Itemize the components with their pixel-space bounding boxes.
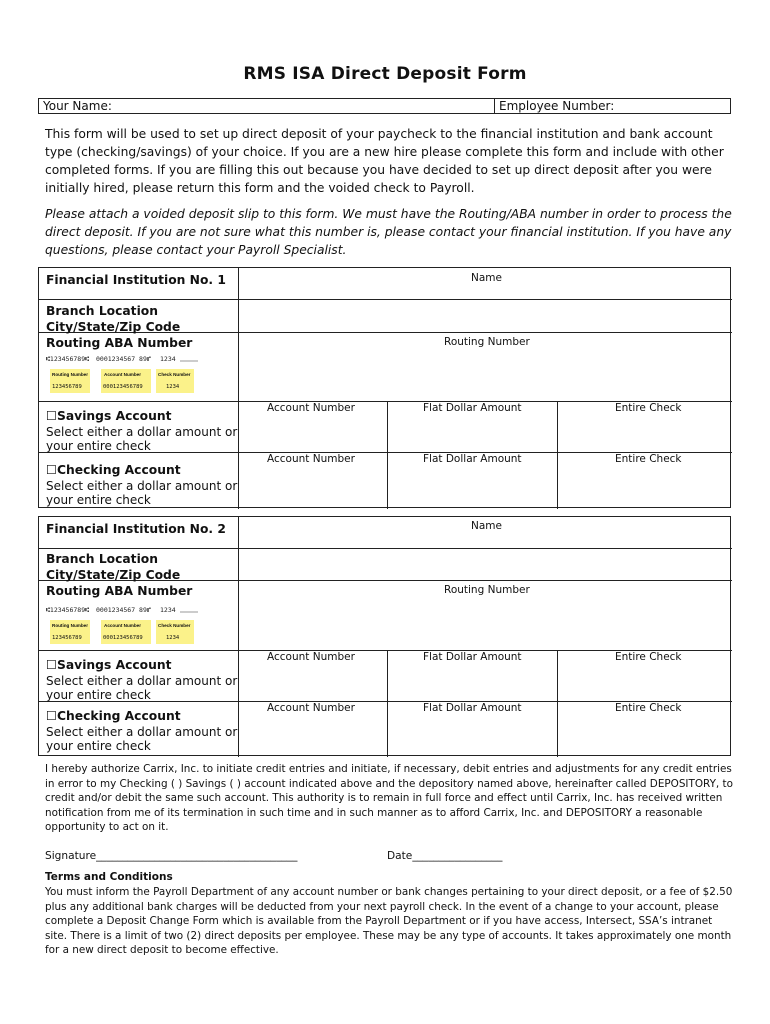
branch-location-label: Branch Location <box>46 304 158 318</box>
savings-account-number-label: Account Number <box>267 402 355 414</box>
checking-flat-dollar-label: Flat Dollar Amount <box>423 702 522 714</box>
name-label: Name <box>471 520 502 532</box>
your-name-label: Your Name: <box>43 99 112 113</box>
savings-entire-check-label: Entire Check <box>615 651 682 663</box>
svg-text:Routing Number: Routing Number <box>52 623 88 628</box>
branch-location-input[interactable] <box>239 549 731 580</box>
employee-number-field[interactable] <box>495 99 730 113</box>
svg-text:0001234567 89⑈: 0001234567 89⑈ <box>96 355 151 363</box>
financial-institution-1 <box>38 267 731 508</box>
branch-location-label: Branch Location <box>46 552 158 566</box>
savings-entire-check-label: Entire Check <box>615 402 682 414</box>
svg-text:⑆123456789⑆: ⑆123456789⑆ <box>46 606 90 614</box>
savings-select-text: Select either a dollar amount or your entire check <box>46 425 238 453</box>
authorization-paragraph: I hereby authorize Carrix, Inc. to initiate credit entries and initiate, if necessary, debit entries and adjustments for any credit entries in error to my Checking ( ) Savings ( ) account indicated above and the depository named above, hereinafter called DEPOSITORY, to credit and/or debit the same such account. This authority is to remain in full force and effect until Carrix, Inc. has received written notification from me of its termination in such time and in such manner as to afford Carrix, Inc. and DEPOSITORY a reasonable opportunity to act on it. <box>45 763 733 834</box>
savings-flat-dollar-label: Flat Dollar Amount <box>423 651 522 663</box>
page-title: RMS ISA Direct Deposit Form <box>243 64 527 84</box>
routing-number-label: Routing Number <box>444 584 530 596</box>
savings-account-checkbox[interactable]: ☐Savings Account <box>46 658 172 672</box>
svg-text:⑆123456789⑆: ⑆123456789⑆ <box>46 355 90 363</box>
employee-number-label: Employee Number: <box>499 99 615 113</box>
svg-text:Check Number: Check Number <box>158 372 191 377</box>
routing-number-input[interactable] <box>239 333 731 401</box>
checking-account-checkbox[interactable]: ☐Checking Account <box>46 709 181 723</box>
city-state-zip-label: City/State/Zip Code <box>46 568 181 582</box>
voided-check-sample-image <box>44 603 199 645</box>
savings-account-checkbox[interactable]: ☐Savings Account <box>46 409 172 423</box>
checking-account-checkbox[interactable]: ☐Checking Account <box>46 463 181 477</box>
svg-text:Account Number: Account Number <box>104 623 142 628</box>
svg-text:1234: 1234 <box>166 635 180 641</box>
date-line[interactable]: Date_________________ <box>387 850 503 862</box>
institution-title: Financial Institution No. 1 <box>46 273 226 287</box>
svg-text:1234: 1234 <box>160 606 176 614</box>
intro-paragraph: This form will be used to set up direct deposit of your paycheck to the financial institution and bank account type (checking/savings) of your choice. If you are a new hire please complete this form and include with other completed forms. If you are filling this out because you have decided to set up direct deposit after you were initially hired, please return this form and the voided check to Payroll. <box>45 127 724 195</box>
checking-select-text: Select either a dollar amount or your entire check <box>46 725 238 753</box>
svg-text:1234: 1234 <box>160 355 176 363</box>
employee-header-row <box>38 98 731 114</box>
svg-text:123456789: 123456789 <box>52 635 82 641</box>
routing-aba-label: Routing ABA Number <box>46 336 193 350</box>
checking-entire-check-label: Entire Check <box>615 453 682 465</box>
checking-account-number-label: Account Number <box>267 702 355 714</box>
instructions-paragraph: Please attach a voided deposit slip to this form. We must have the Routing/ABA number in order to process the direct deposit. If you are not sure what this number is, please contact your financial institution. If you have any questions, please contact your Payroll Specialist. <box>45 207 732 257</box>
svg-text:Check Number: Check Number <box>158 623 191 628</box>
name-label: Name <box>471 272 502 284</box>
savings-account-number-label: Account Number <box>267 651 355 663</box>
financial-institution-2 <box>38 516 731 756</box>
savings-select-text: Select either a dollar amount or your entire check <box>46 674 238 702</box>
checking-account-number-label: Account Number <box>267 453 355 465</box>
branch-location-input[interactable] <box>239 300 731 332</box>
routing-aba-label: Routing ABA Number <box>46 584 193 598</box>
svg-text:Account Number: Account Number <box>104 372 142 377</box>
checking-entire-check-label: Entire Check <box>615 702 682 714</box>
svg-text:0001234567 89⑈: 0001234567 89⑈ <box>96 606 151 614</box>
svg-text:1234: 1234 <box>166 384 180 390</box>
institution-name-input[interactable] <box>239 268 731 299</box>
routing-number-input[interactable] <box>239 581 731 650</box>
signature-line[interactable]: Signature______________________________________ <box>45 850 298 862</box>
checking-select-text: Select either a dollar amount or your entire check <box>46 479 238 507</box>
svg-text:Routing Number: Routing Number <box>52 372 88 377</box>
voided-check-sample-image <box>44 352 199 394</box>
savings-flat-dollar-label: Flat Dollar Amount <box>423 402 522 414</box>
svg-text:000123456789: 000123456789 <box>103 635 143 641</box>
routing-number-label: Routing Number <box>444 336 530 348</box>
institution-title: Financial Institution No. 2 <box>46 522 226 536</box>
your-name-field[interactable] <box>39 99 495 113</box>
institution-name-input[interactable] <box>239 517 731 548</box>
terms-paragraph: You must inform the Payroll Department of any account number or bank changes pertaining to your direct deposit, or a fee of $2.50 plus any additional bank charges will be deducted from your next payroll check. In the event of a change to your account, please complete a Deposit Change Form which is available from the Payroll Department or if you have access, Intersect, SSA’s intranet site. There is a limit of two (2) direct deposits per employee. These may be any type of accounts. It takes approximately one month for a new direct deposit to become effective. <box>45 886 733 957</box>
city-state-zip-label: City/State/Zip Code <box>46 320 181 334</box>
svg-text:000123456789: 000123456789 <box>103 384 143 390</box>
terms-heading: Terms and Conditions <box>45 871 173 883</box>
checking-flat-dollar-label: Flat Dollar Amount <box>423 453 522 465</box>
svg-text:123456789: 123456789 <box>52 384 82 390</box>
